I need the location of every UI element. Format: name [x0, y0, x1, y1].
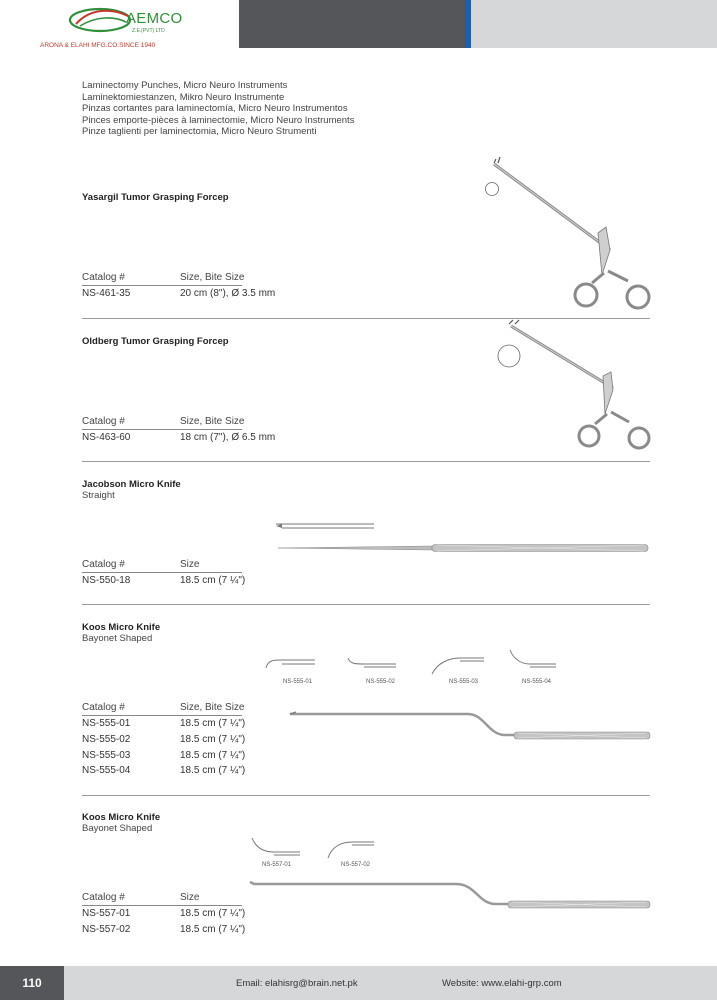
product-subtitle: Bayonet Shaped [82, 633, 153, 644]
catalog-number: NS-463-60 [82, 432, 131, 443]
product-title: Jacobson Micro Knife [82, 479, 181, 490]
tip-label: NS-555-03 [449, 679, 479, 685]
yasargil-forcep-illustration [480, 155, 660, 320]
header-light-block [471, 0, 717, 48]
tip-label: NS-555-02 [366, 679, 396, 685]
table-row [82, 924, 282, 939]
catalog-number: NS-550-18 [82, 575, 131, 586]
catalog-column-header: Catalog # [82, 272, 125, 283]
koos-555-knife-illustration [288, 706, 652, 746]
tip-label: NS-557-02 [341, 862, 371, 868]
koos-555-tips-illustration [260, 648, 560, 678]
category-intro [82, 80, 354, 138]
table-row [82, 765, 282, 780]
product-title: Koos Micro Knife [82, 622, 161, 633]
product-subtitle: Bayonet Shaped [82, 823, 153, 834]
jacobson-knife-illustration [272, 516, 652, 556]
company-logo [40, 4, 230, 48]
catalog-column-header: Catalog # [82, 702, 125, 713]
header-dark-block [239, 0, 465, 48]
catalog-column-header: Catalog # [82, 892, 125, 903]
brand-name: AEMCO [126, 10, 183, 27]
table-row [82, 432, 282, 447]
koos-557-tips-illustration [248, 834, 378, 864]
catalog-number: NS-555-01 [82, 718, 131, 729]
intro-line: Pinze taglienti per laminectomia, Micro Neuro Strumenti [82, 126, 317, 137]
catalog-column-header: Catalog # [82, 416, 125, 427]
size-value: 18.5 cm (7 ¼") [180, 718, 246, 729]
catalog-number: NS-555-03 [82, 750, 131, 761]
table-row [82, 288, 282, 303]
catalog-number: NS-557-01 [82, 908, 131, 919]
product-title: Oldberg Tumor Grasping Forcep [82, 336, 229, 347]
catalog-number: NS-557-02 [82, 924, 131, 935]
table-row [82, 575, 282, 590]
intro-line: Pinzas cortantes para laminectomía, Micro Neuro Instrumentos [82, 103, 348, 114]
size-value: 18.5 cm (7 ¼") [180, 924, 246, 935]
intro-line: Laminectomy Punches, Micro Neuro Instruments [82, 80, 288, 91]
footer-email: Email: elahisrg@brain.net.pk [236, 978, 358, 989]
size-value: 18.5 cm (7 ¼") [180, 575, 246, 586]
product-title: Yasargil Tumor Grasping Forcep [82, 192, 229, 203]
intro-line: Laminektomiestanzen, Mikro Neuro Instrumente [82, 91, 285, 103]
table-row [82, 718, 282, 733]
size-column-header: Size [180, 559, 200, 570]
section-divider [82, 461, 650, 462]
footer-bar [64, 966, 717, 1000]
intro-line: Pinces emporte-pièces à laminectomie, Micro Neuro Instruments [82, 114, 355, 126]
table-row [82, 908, 282, 923]
footer-website: Website: www.elahi-grp.com [442, 978, 562, 989]
tip-label: NS-557-01 [262, 862, 292, 868]
brand-tagline: ARONA & ELAHI MFG.CO.SINCE 1940 [40, 42, 156, 49]
size-value: 18.5 cm (7 ¼") [180, 765, 246, 776]
table-row [82, 750, 282, 765]
oldberg-forcep-illustration [495, 318, 665, 463]
section-divider [82, 795, 650, 796]
koos-557-knife-illustration [248, 872, 652, 916]
product-subtitle: Straight [82, 490, 115, 501]
tip-label: NS-555-04 [522, 679, 552, 685]
catalog-number: NS-555-02 [82, 734, 131, 745]
catalog-number: NS-555-04 [82, 765, 131, 776]
catalog-table-header [82, 702, 245, 716]
size-value: 18 cm (7"), Ø 6.5 mm [180, 432, 276, 443]
catalog-column-header: Catalog # [82, 559, 125, 570]
page-number: 110 [0, 966, 64, 1000]
section-divider [82, 604, 650, 605]
tip-label: NS-555-01 [283, 679, 313, 685]
catalog-table-header [82, 416, 245, 430]
brand-subtitle: Z.E.(PVT) LTD [132, 28, 165, 34]
catalog-table-header [82, 559, 242, 573]
size-value: 18.5 cm (7 ¼") [180, 908, 246, 919]
size-column-header: Size, Bite Size [180, 416, 245, 427]
size-column-header: Size, Bite Size [180, 702, 245, 713]
size-value: 18.5 cm (7 ¼") [180, 734, 246, 745]
size-column-header: Size, Bite Size [180, 272, 245, 283]
size-column-header: Size [180, 892, 200, 903]
size-value: 18.5 cm (7 ¼") [180, 750, 246, 761]
table-row [82, 734, 282, 749]
size-value: 20 cm (8"), Ø 3.5 mm [180, 288, 276, 299]
product-title: Koos Micro Knife [82, 812, 161, 823]
catalog-table-header [82, 892, 242, 906]
catalog-table-header [82, 272, 245, 286]
catalog-number: NS-461-35 [82, 288, 131, 299]
